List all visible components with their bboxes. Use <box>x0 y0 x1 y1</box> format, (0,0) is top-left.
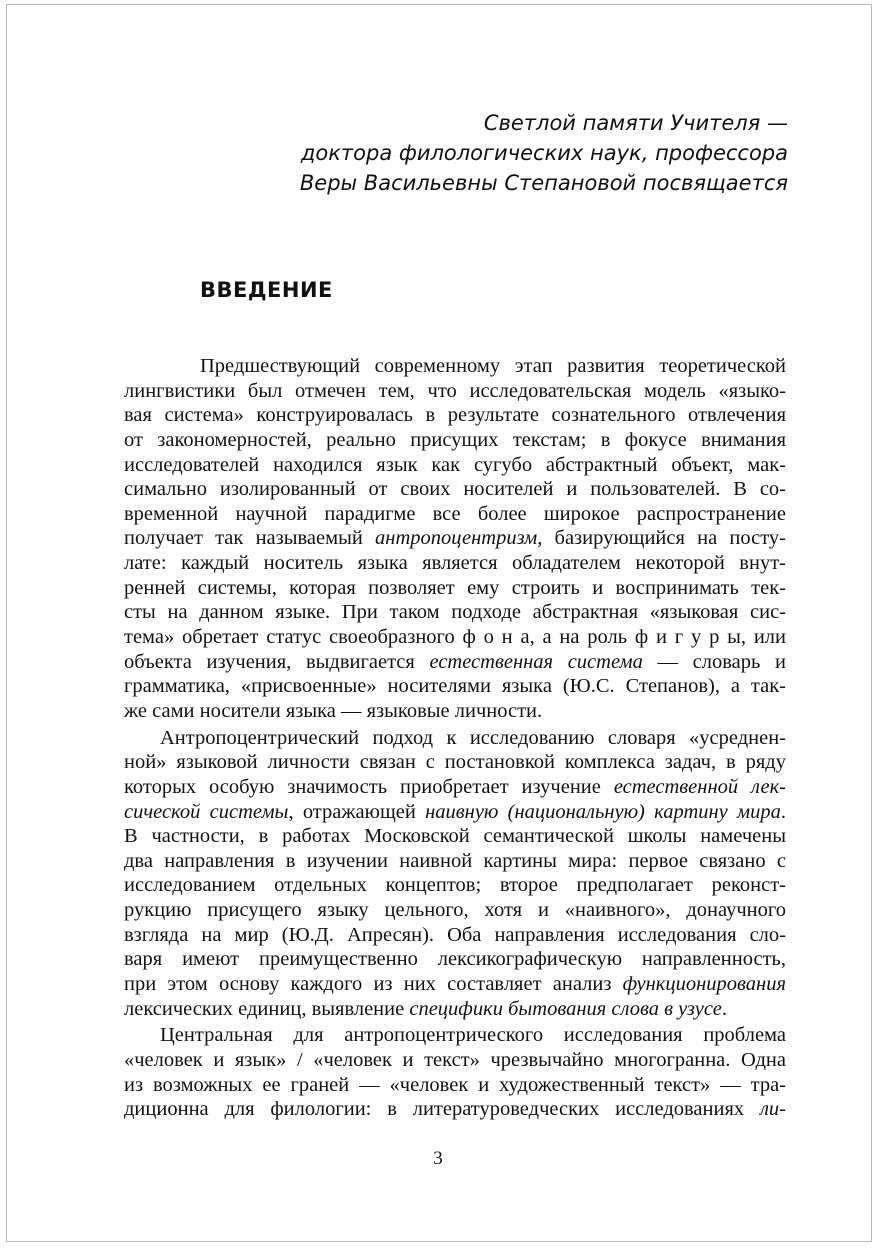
text-line: сической системы, отражающей наивную (национальную) картину мира. <box>124 800 786 823</box>
paragraph <box>124 354 786 724</box>
text-line: варя имеют преимущественно лексикографическую направленность, <box>124 948 786 971</box>
text-line: Центральная для антропоцентрического исследования проблема <box>160 1024 786 1047</box>
text-line: исследованием отдельных концептов; второе предполагает реконст- <box>124 874 786 897</box>
text-line: получает так называемый антропоцентризм, базирующийся на посту- <box>124 527 786 550</box>
spaced-term: ф и г у р ы <box>634 626 741 649</box>
text-line: лате: каждый носитель языка является обладателем некоторой внут- <box>124 552 786 575</box>
text-line: диционна для филологии: в литературоведческих исследованиях ли- <box>124 1098 786 1121</box>
text-line: В частности, в работах Московской семантической школы намечены <box>124 825 786 848</box>
dedication-line: Веры Васильевны Степановой посвящается <box>299 171 788 195</box>
text-line: «человек и язык» / «человек и текст» чрезвычайно многогранна. Одна <box>124 1048 786 1071</box>
text-line: Предшествующий современному этап развития теоретической <box>200 355 786 377</box>
dedication-line: доктора филологических наук, профессора <box>300 141 788 165</box>
italic-term: сической системы <box>124 800 289 823</box>
dedication <box>228 108 788 198</box>
dedication-line: Светлой памяти Учителя — <box>483 111 788 135</box>
italic-term: антропоцентризм <box>375 527 538 550</box>
text-line: лингвистики был отмечен тем, что исследовательская модель «языко- <box>124 379 786 402</box>
text-line: грамматика, «присвоенные» носителями языка (Ю.С. Степанов), а так- <box>124 675 786 698</box>
text-line: вая система» конструировалась в результате сознательного отвлечения <box>124 404 786 427</box>
body-text <box>124 354 786 1122</box>
paragraph <box>124 1023 786 1122</box>
text-line: же сами носители языка — языковые личности. <box>124 699 543 722</box>
text-line: лексических единиц, выявление специфики бытования слова в узусе. <box>124 997 727 1020</box>
italic-term: естественная система <box>429 650 643 673</box>
text-line: взгляда на мир (Ю.Д. Апресян). Оба направления исследования сло- <box>124 923 786 946</box>
italic-term: ли- <box>759 1098 786 1121</box>
text-line: ренней системы, которая позволяет ему строить и воспринимать тек- <box>124 576 786 599</box>
page-number: 3 <box>433 1148 443 1169</box>
text-line: которых особую значимость приобретает изучение естественной лек- <box>124 775 787 798</box>
text-line: из возможных ее граней — «человек и художественный текст» — тра- <box>124 1073 786 1096</box>
section-heading: ВВЕДЕНИЕ <box>200 278 333 302</box>
text-line: Антропоцентрический подход к исследованию словаря «усреднен- <box>160 726 786 749</box>
italic-term: естественной лек- <box>613 775 787 798</box>
text-line: рукцию присущего языку цельного, хотя и «наивного», донаучного <box>124 899 786 922</box>
text-line: два направления в изучении наивной картины мира: первое связано с <box>124 849 786 872</box>
text-line: исследователей находился язык как сугубо абстрактный объект, мак- <box>124 453 786 476</box>
text-line: временной научной парадигме все более широкое распространение <box>124 502 786 525</box>
italic-term: наивную (национальную) картину мира <box>425 800 781 823</box>
italic-term: специфики бытования слова в узусе <box>409 997 722 1020</box>
italic-term: функционирования <box>622 973 786 996</box>
text-line: тема» обретает статус своеобразного ф о н а, а на роль ф и г у р ы, или <box>124 626 787 649</box>
text-line: сты на данном языке. При таком подходе абстрактная «языковая сис- <box>124 601 786 624</box>
text-line: при этом основу каждого из них составляет анализ функционирования <box>124 973 786 996</box>
spaced-term: ф о н а <box>462 626 530 649</box>
text-line: объекта изучения, выдвигается естественная система — словарь и <box>124 650 786 673</box>
text-line: ной» языковой личности связан с постановкой комплекса задач, в ряду <box>124 751 786 774</box>
paragraph <box>124 726 786 1022</box>
text-line: от закономерностей, реально присущих текстам; в фокусе внимания <box>124 428 786 451</box>
text-line: симально изолированный от своих носителей и пользователей. В со- <box>124 478 786 501</box>
